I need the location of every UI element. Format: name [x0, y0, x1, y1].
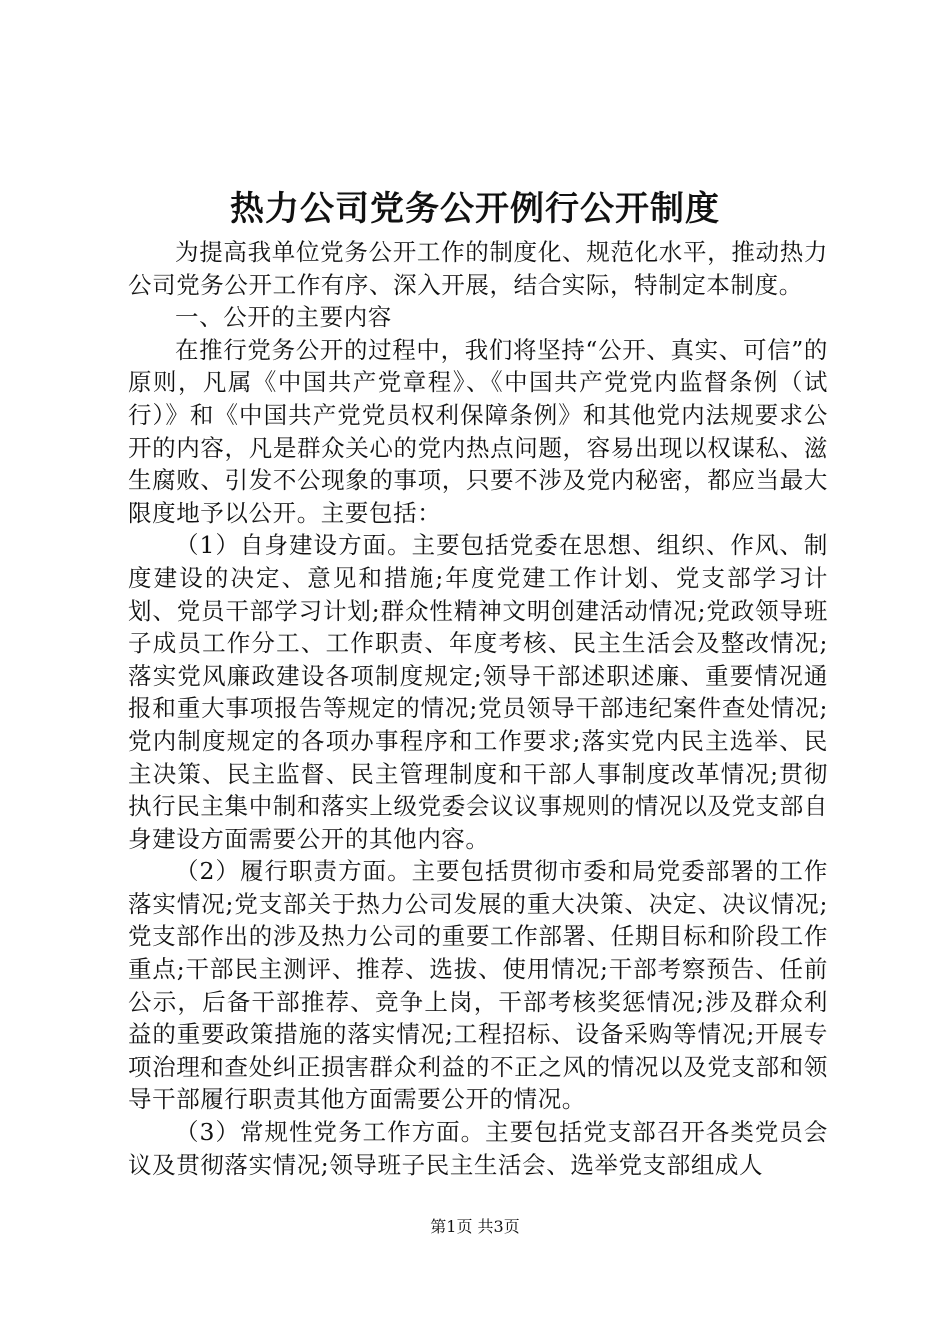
self-construction-paragraph: （1）自身建设方面。主要包括党委在思想、组织、作风、制度建设的决定、意见和措施;年度党建工作计划、党支部学习计划、党员干部学习计划;群众性精神文明创建活动情况;党政领导班子成员工作分工、工作职责、年度考核、民主生活会及整改情况;落实党风廉政建设各项制度规定;领导干部述职述廉、重要情况通报和重大事项报告等规定的情况;党员领导干部违纪案件查处情况;党内制度规定的各项办事程序和工作要求;落实党内民主选举、民主决策、民主监督、民主管理制度和干部人事制度改革情况;贯彻执行民主集中制和落实上级党委会议议事规则的情况以及党支部自身建设方面需要公开的其他内容。 [128, 531, 828, 853]
document-title: 热力公司党务公开例行公开制度 [230, 189, 720, 229]
page-number: 第1页 共3页 [430, 1217, 520, 1236]
section-heading: 一、公开的主要内容 [175, 303, 392, 332]
routine-work-paragraph: （3）常规性党务工作方面。主要包括党支部召开各类党员会议及贯彻落实情况;领导班子民主生活会、选举党支部组成人 [128, 1118, 828, 1179]
duties-paragraph: （2）履行职责方面。主要包括贯彻市委和局党委部署的工作落实情况;党支部关于热力公司发展的重大决策、决定、决议情况;党支部作出的涉及热力公司的重要工作部署、任期目标和阶段工作重点;干部民主测评、推荐、选拔、使用情况;干部考察预告、任前公示，后备干部推荐、竞争上岗，干部考核奖惩情况;涉及群众利益的重要政策措施的落实情况;工程招标、设备采购等情况;开展专项治理和查处纠正损害群众利益的不正之风的情况以及党支部和领导干部履行职责其他方面需要公开的情况。 [128, 857, 828, 1114]
document-body [128, 236, 828, 1181]
principle-paragraph: 在推行党务公开的过程中，我们将坚持“公开、真实、可信”的原则，凡属《中国共产党章程》、《中国共产党党内监督条例（试行）》和《中国共产党党员权利保障条例》和其他党内法规要求公开的内容，凡是群众关心的党内热点问题，容易出现以权谋私、滋生腐败、引发不公现象的事项，只要不涉及党内秘密，都应当最大限度地予以公开。主要包括： [128, 335, 828, 527]
intro-paragraph: 为提高我单位党务公开工作的制度化、规范化水平，推动热力公司党务公开工作有序、深入开展，结合实际，特制定本制度。 [128, 238, 828, 299]
